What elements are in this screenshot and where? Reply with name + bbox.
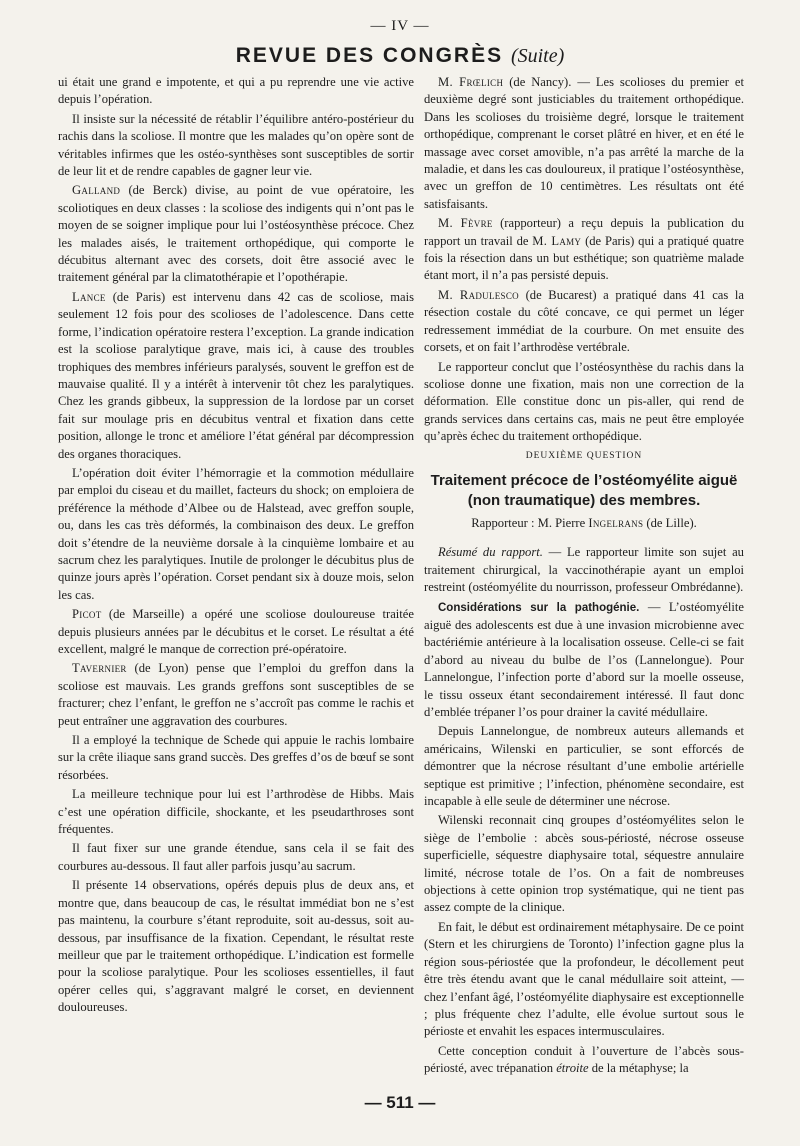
running-head-title: REVUE DES CONGRÈS <box>235 44 504 67</box>
paragraph <box>424 1043 744 1078</box>
paragraph: Il faut fixer sur une grande étendue, sans cela il se fait des courbures au-dessous. Il faut aller parfois jusqu’au sacrum. <box>58 841 414 873</box>
page-number: — 511 — <box>364 1093 436 1112</box>
running-head <box>0 44 800 68</box>
paragraph: Il insiste sur la nécessité de rétablir l’équilibre antéro-postérieur du rachis dans la scoliose. Il montre que les malades qu’on opère sont de véritables infirmes que les ostéo-synthèses sont susceptibles de sortir de leur lit et de rendre capables de gagner leur vie. <box>58 111 414 179</box>
paragraph: ui était une grand e impotente, et qui a pu reprendre une vie active depuis l’opération. <box>58 75 414 107</box>
paragraph-text: (de Marseille) a opéré une scoliose douloureuse traitée depuis plusieurs années par le décubitus et le corset. Le résultat a été excellent, malgré le manque de correction pré-opératoire. <box>58 607 414 656</box>
speaker-name: M. Fèvre <box>438 216 493 231</box>
paragraph-text: (de Nancy). — Les scolioses du premier et deuxième degré sont justiciables du traitement orthopédique. Dans les scolioses du troisième degré, lorsque le traitement orthopédique, comprenant le corset plâtré en hiver, et en été le massage avec corset amovible, n’a pas arrêté la marche de la maladie, et dans les cas douloureux, il pratique l’ostéosynthèse, avec un greffon de 10 centimètres. Les résultats ont été satisfaisants. <box>424 75 745 211</box>
paragraph-lead: Résumé du rapport. <box>438 545 543 560</box>
paragraph: Wilenski reconnait cinq groupes d’ostéomyélites selon le siège de l’embolie : abcès sous-périosté, nécrose osseuse superficielle, séquestre diaphysaire total, séquestre annulaire limité, nécrose totale de l’os. On a fait de nombreuses objections à cette opinion trop systématique, qui ne tient pas assez compte de la clinique. <box>424 813 744 915</box>
paragraph-text: (de Berck) divise, au point de vue opératoire, les scoliotiques en deux classes : la scoliose des indigents qui n’ont pas le moyen de se soigner implique pour lui l’ostéosynthèse précoce. Chez les malades aisés, le traitement orthopédique, qui comporte le décubitus alternant avec des corsets, doit être associé avec le traitement général par la climatothérapie et l’opothérapie. <box>58 183 414 285</box>
reporter-line <box>424 515 744 532</box>
paragraph: Il présente 14 observations, opérés depuis plus de deux ans, et montre que, dans beaucoup de cas, le résultat immédiat bon ne s’est pas maintenu, la courbure s’étant reproduite, soit au-dessus, soit au-dessous, par insuffisance de la fixation. Cependant, le résultat reste meilleur que par le traitement orthopédique. L’indication est formelle pour la scoliose paralytique. Pour les scolioses essentielles, il faut opérer celles qui, s’aggravant malgré le corset, en deviennent douloureuses. <box>58 878 414 1015</box>
paragraph <box>58 289 414 463</box>
paragraph-text: (de Bucarest) a pratiqué dans 41 cas la résection costale du côté concave, ce qui permet un léger redressement immédiat de la courbure. On met ensuite des corsets, et on fait l’arthrodèse vertébrale. <box>424 287 744 355</box>
speaker-name: Tavernier <box>72 661 127 676</box>
paragraph <box>58 182 414 286</box>
paragraph-emphasis: étroite <box>556 1061 589 1076</box>
section-roman-numeral: — IV — <box>370 18 430 34</box>
paragraph-text: Cette conception conduit à l’ouverture de l’abcès sous-périosté, avec trépanation <box>424 1043 744 1076</box>
speaker-name: M. Lamy <box>532 233 582 248</box>
speaker-name: Galland <box>72 183 121 198</box>
paragraph-text: — Le rapporteur limite son sujet au traitement chirurgical, la vaccinothérapie ayant un emploi restreint (ostéomyélite du nourrisson, professeur Ombrédanne). <box>424 545 744 595</box>
paragraph: La meilleure technique pour lui est l’arthrodèse de Hibbs. Mais c’est une opération difficile, shockante, et les pseudarthroses sont fréquentes. <box>58 787 414 837</box>
article-title: Traitement précoce de l’ostéomyélite aiguë (non traumatique) des membres. <box>430 471 738 509</box>
section-label: DEUXIÈME QUESTION <box>525 450 643 461</box>
paragraph: Le rapporteur conclut que l’ostéosynthèse du rachis dans la scoliose donne une fixation, mais non une correction de la déformation. Elle constitue donc un pis-aller, qui rend de grands services dans certains cas, mais ne peut être employée qu’après échec du traitement orthopédique. <box>424 359 744 444</box>
paragraph: L’opération doit éviter l’hémorragie et la commotion médullaire par emploi du ciseau et du maillet, facteurs du shock; on emploiera de préférence la méthode d’Albee ou de Halstead, avec greffon souple, ou, dans les cas très déformés, la combinaison des deux. Le greffon doit s’étendre de la neuvième dorsale à la cinquième lombaire et au sacrum chez les paralytiques. Inutile de prolonger le décubitus plus de quinze jours après l’opération. Corset pendant six à douze mois, selon les cas. <box>58 465 414 602</box>
running-head-suite: (Suite) <box>510 45 565 67</box>
paragraph <box>424 599 744 722</box>
reporter-prefix: Rapporteur : M. Pierre <box>471 515 589 530</box>
paragraph <box>424 287 744 357</box>
paragraph-text: de la métaphyse; la <box>588 1061 689 1076</box>
speaker-name: Lance <box>72 289 106 304</box>
paragraph <box>424 74 744 213</box>
paragraph-text: (rapporteur) a reçu depuis la publication du rapport un travail de <box>424 216 744 248</box>
paragraph <box>58 606 414 658</box>
speaker-name: M. Radulesco <box>438 287 519 302</box>
paragraph <box>424 215 744 285</box>
paragraph-text: (de Paris) qui a pratiqué quatre fois la résection dans un but esthétique; son quatrième malade étant mort, il n’a pas persisté depuis. <box>424 233 745 283</box>
paragraph: En fait, le début est ordinairement métaphysaire. De ce point (Stern et les chirurgiens de Toronto) l’infection gagne plus la région sous-périostée que la profondeur, le décollement peut être très étendu avant que le canal médullaire soit atteint, — chez l’enfant âgé, l’ostéomyélite diaphysaire est exceptionnelle ; plus fréquente chez l’adulte, elle évolue surtout sous le périoste et envahit les espaces intermusculaires. <box>424 919 744 1039</box>
speaker-name: Picot <box>72 607 102 622</box>
speaker-name: M. Frœlich <box>438 75 504 89</box>
paragraph: Il a employé la technique de Schede qui appuie le rachis lombaire sur la crête iliaque sans grand succès. Des greffes d’os de bœuf se sont résorbées. <box>58 733 414 782</box>
paragraph: Depuis Lannelongue, de nombreux auteurs allemands et américains, Wilenski en particulier, se sont efforcés de démontrer que la nécrose résultant d’une embolie artérielle septique est primitive ; l’infection, phénomène secondaire, est incapable à elle seule de déterminer une nécrose. <box>424 724 744 809</box>
paragraph-lead: Considérations sur la pathogénie. <box>438 601 640 614</box>
reporter-suffix: (de Lille). <box>643 515 697 530</box>
paragraph-text: (de Paris) est intervenu dans 42 cas de scoliose, mais seulement 12 fois pour des scolioses de l’adolescence. Dans cette forme, l’indication opératoire restera l’exception. La grande indication est la scoliose paralytique grave, mais ici, à cause des troubles trophiques des membres inférieurs paralysés, souvent le greffon est de mauvaise qualité. Il y a intérêt à intervenir tôt chez les paralytiques. Chez les grands gibbeux, la suppression de la lordose par un corset fait sur moulage pris en décubitus ventral et fixation dans cette position, allonge le tronc et améliore l’état général par décompression des organes thoraciques. <box>58 289 414 461</box>
right-column <box>424 74 744 1080</box>
paragraph <box>58 660 414 730</box>
paragraph-text: (de Lyon) pense que l’emploi du greffon dans la scoliose est mauvais. Les grands greffons sont susceptibles de se fracturer; chez l’enfant, le greffon ne s’accroît pas comme le rachis et peut entraîner une aggravation des courbures. <box>58 661 414 728</box>
reporter-name: Ingelrans <box>588 515 644 530</box>
paragraph <box>424 544 744 596</box>
left-column <box>58 74 414 1019</box>
paragraph-text: — L’ostéomyélite aiguë des adolescents est due à une invasion microbienne avec bactériémie antérieure à la localisation osseuse. Celle-ci se fait d’abord au niveau du bulbe de l’os (Lannelongue). Pour Lannelongue, l’infection porte d’abord sur la moelle osseuse, le tissu osseux étant secondairement intéressé. Il faut donc d’emblée trépaner l’os pour drainer la cavité médullaire. <box>424 599 744 719</box>
